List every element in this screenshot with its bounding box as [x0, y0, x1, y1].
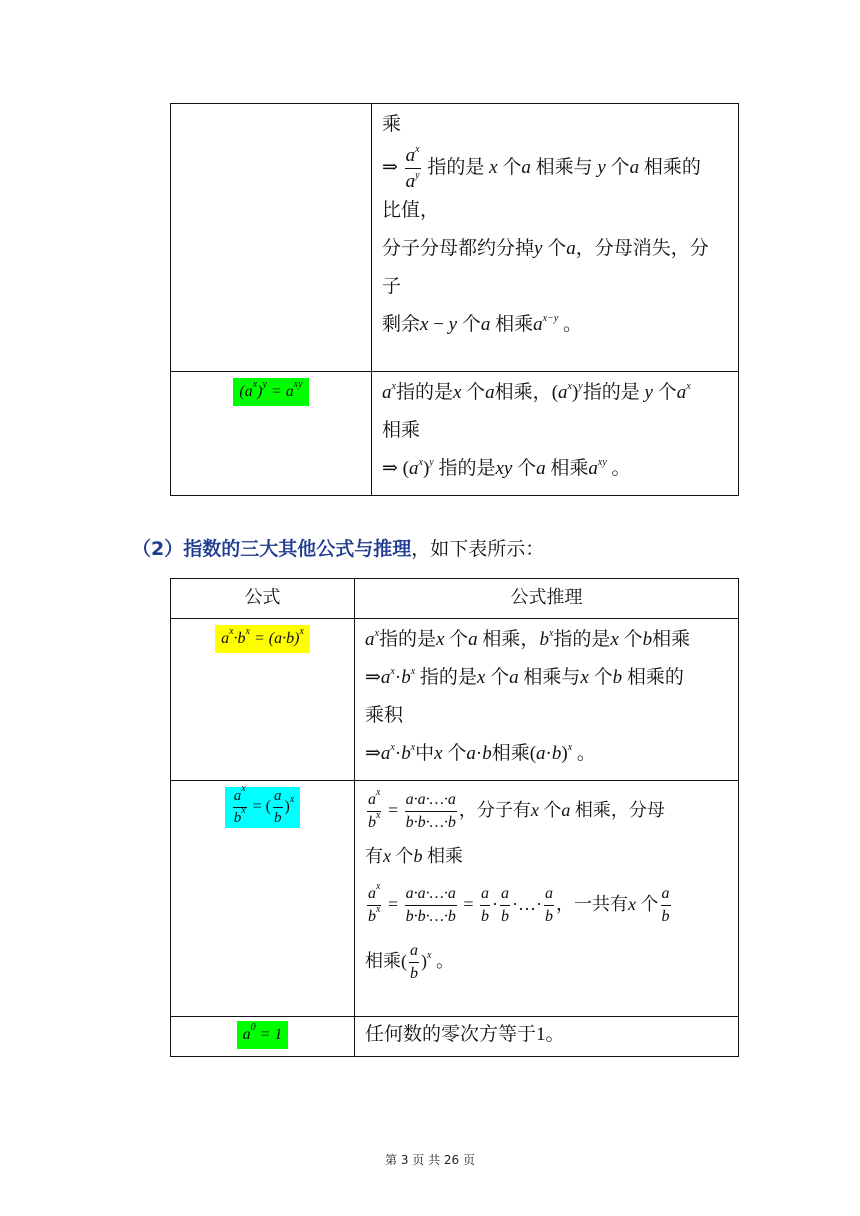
table-row: [171, 781, 739, 1017]
text-line: $\Rightarrow a^x\cdot b^x$ 指的是x 个a 相乘与x 个b 相乘的: [365, 666, 684, 688]
derivation-text: 相乘: [652, 629, 691, 650]
derivation-text: 个: [490, 667, 510, 688]
text-line: 相乘( $\frac{a}{b}$ )$^x$ 。: [365, 942, 454, 983]
derivation-text: 比值，: [382, 200, 440, 221]
derivation-text: 相乘: [365, 951, 401, 971]
power-of-power-formula: $(a^x)^y = a^{xy}$: [233, 378, 308, 406]
text-line: [365, 697, 730, 735]
derivation-text: 任何数的零次方等于1。: [365, 1024, 565, 1045]
derivation-text: 有: [365, 846, 383, 866]
derivation-text: ，分母消失，分: [575, 238, 709, 259]
derivation-text: 相乘: [550, 458, 589, 479]
text-line: 有x 个b 相乘: [365, 846, 463, 866]
other-exponent-formulas-table: [170, 578, 739, 1057]
section-heading-rest: ，如下表所示：: [411, 538, 545, 560]
derivation-cell: [372, 104, 739, 372]
derivation-cell: [355, 1017, 739, 1057]
text-line: ⇒ $(a^x)^y$ 指的是xy 个a 相乘$a^{xy}$ 。: [382, 457, 631, 479]
formula-cell: [171, 1017, 355, 1057]
derivation-text: 个: [447, 743, 467, 764]
derivation-text: 相乘，: [482, 629, 540, 650]
derivation-text: 个: [517, 458, 537, 479]
formula-cell: [171, 372, 372, 496]
text-line: [382, 412, 730, 450]
derivation-text: 乘积: [365, 705, 404, 726]
derivation-text: 指的是: [553, 629, 611, 650]
text-line: 分子分母都约分掉y 个a，分母消失，分: [382, 238, 709, 259]
derivation-text: 相乘: [427, 846, 463, 866]
derivation-text: ，一共有: [556, 894, 628, 914]
text-line: [382, 192, 730, 230]
text-line: $\frac{a^x}{b^x}$ = $\frac{a\cdot a\cdot\dots\cdot a}{b\cdot b\cdot\dots\cdot b}$ = $\frac{a}{b}$ · $\frac{a}{b}$ ·…· $\frac{a}{b}$ ，一共有x 个 $\frac{a}{b}$: [368, 881, 670, 926]
derivation-cell: [355, 781, 739, 1017]
text-line: $a^x$指的是x 个a 相乘，$b^x$指的是x 个b相乘: [365, 628, 691, 650]
derivation-text: 指的是: [438, 458, 496, 479]
fraction-ax-over-ay: $\frac{a^x}{a^y}$: [405, 144, 420, 193]
table-row: [171, 619, 739, 781]
derivation-text: 指的是: [378, 629, 436, 650]
derivation-text: 个: [466, 382, 486, 403]
page-footer: 第 3 页 共 26 页: [385, 1153, 475, 1167]
derivation-text: 。: [576, 743, 596, 764]
text-line: 剩余x − y 个a 相乘$a^{x-y}$ 。: [382, 313, 583, 335]
derivation-cell: [355, 619, 739, 781]
formula-cell: [171, 619, 355, 781]
section-heading: [132, 534, 544, 561]
derivation-text: 个: [449, 629, 469, 650]
derivation-text: 指的是: [395, 382, 453, 403]
derivation-text: 子: [382, 276, 402, 297]
text-line: [382, 268, 730, 306]
derivation-text: 个: [593, 667, 613, 688]
derivation-text: 个: [610, 157, 630, 178]
derivation-text: 。: [435, 951, 454, 971]
table-header-row: [171, 579, 739, 619]
formula-cell-empty: [171, 104, 372, 372]
text-line: $\Rightarrow a^x\cdot b^x$中x 个a·b相乘$(a\cdot b)^x$ 。: [365, 742, 596, 764]
derivation-text: 。: [611, 458, 631, 479]
product-power-formula: $a^x\cdot b^x = (a\cdot b)^x$: [215, 625, 310, 653]
zero-exponent-formula: $a^0 = 1$: [237, 1021, 289, 1049]
derivation-text: 分子分母都约分掉: [382, 238, 535, 259]
column-header-derivation: 公式推理: [355, 579, 739, 619]
text-line: $a^x$指的是x 个a相乘，$(a^x)^y$指的是 y 个$a^x$: [382, 381, 691, 403]
quotient-power-formula: $\frac{a^x}{b^x}$ = ( $\frac{a}{b}$ )$^x$: [225, 787, 301, 828]
derivation-text: 指的是: [582, 382, 640, 403]
text-line: $\frac{a^x}{b^x}$ = $\frac{a\cdot a\cdot\dots\cdot a}{b\cdot b\cdot\dots\cdot b}$ ，分子有x 个a 相乘，分母: [368, 787, 665, 832]
implies-arrow: ⇒: [382, 458, 398, 479]
derivation-text: 相乘: [495, 314, 534, 335]
derivation-text: 相乘与: [535, 157, 593, 178]
derivation-text: 中: [415, 743, 435, 764]
text-line: ⇒ $\frac{a^x}{a^y}$ 指的是 x 个a 相乘与 y 个a 相乘的: [382, 144, 701, 193]
derivation-text: 相乘的: [643, 157, 701, 178]
derivation-text: 相乘: [382, 420, 421, 441]
section-heading-bold: （2）指数的三大其他公式与推理: [132, 538, 412, 560]
derivation-text: ，分子有: [458, 800, 531, 820]
derivation-cell: [372, 372, 739, 496]
derivation-text: 个: [543, 800, 562, 820]
derivation-text: 指的是: [427, 157, 485, 178]
text-line: [382, 106, 730, 144]
table-row: [171, 372, 739, 496]
derivation-text: 个: [623, 629, 643, 650]
derivation-text: 相乘的: [626, 667, 684, 688]
derivation-text: 个: [547, 238, 567, 259]
derivation-text: 相乘，分母: [574, 800, 665, 820]
derivation-text: 。: [563, 314, 583, 335]
derivation-text: 剩余: [382, 314, 421, 335]
column-header-formula: 公式: [171, 579, 355, 619]
implies-arrow: ⇒: [365, 743, 381, 764]
implies-arrow: ⇒: [365, 667, 381, 688]
table-row: [171, 1017, 739, 1057]
table-row: [171, 104, 739, 372]
derivation-text: 相乘: [491, 743, 530, 764]
derivation-text: 指的是: [419, 667, 477, 688]
implies-arrow: ⇒: [382, 157, 398, 178]
derivation-text: 个: [657, 382, 677, 403]
derivation-text: 个: [395, 846, 414, 866]
formula-cell: [171, 781, 355, 1017]
derivation-text: 个: [502, 157, 522, 178]
derivation-text: 乘: [382, 114, 402, 135]
derivation-text: 个: [461, 314, 481, 335]
derivation-text: 个: [640, 894, 659, 914]
derivation-text: 相乘，: [494, 382, 552, 403]
exponent-rules-table-continued: [170, 103, 739, 496]
derivation-text: 相乘与: [523, 667, 581, 688]
